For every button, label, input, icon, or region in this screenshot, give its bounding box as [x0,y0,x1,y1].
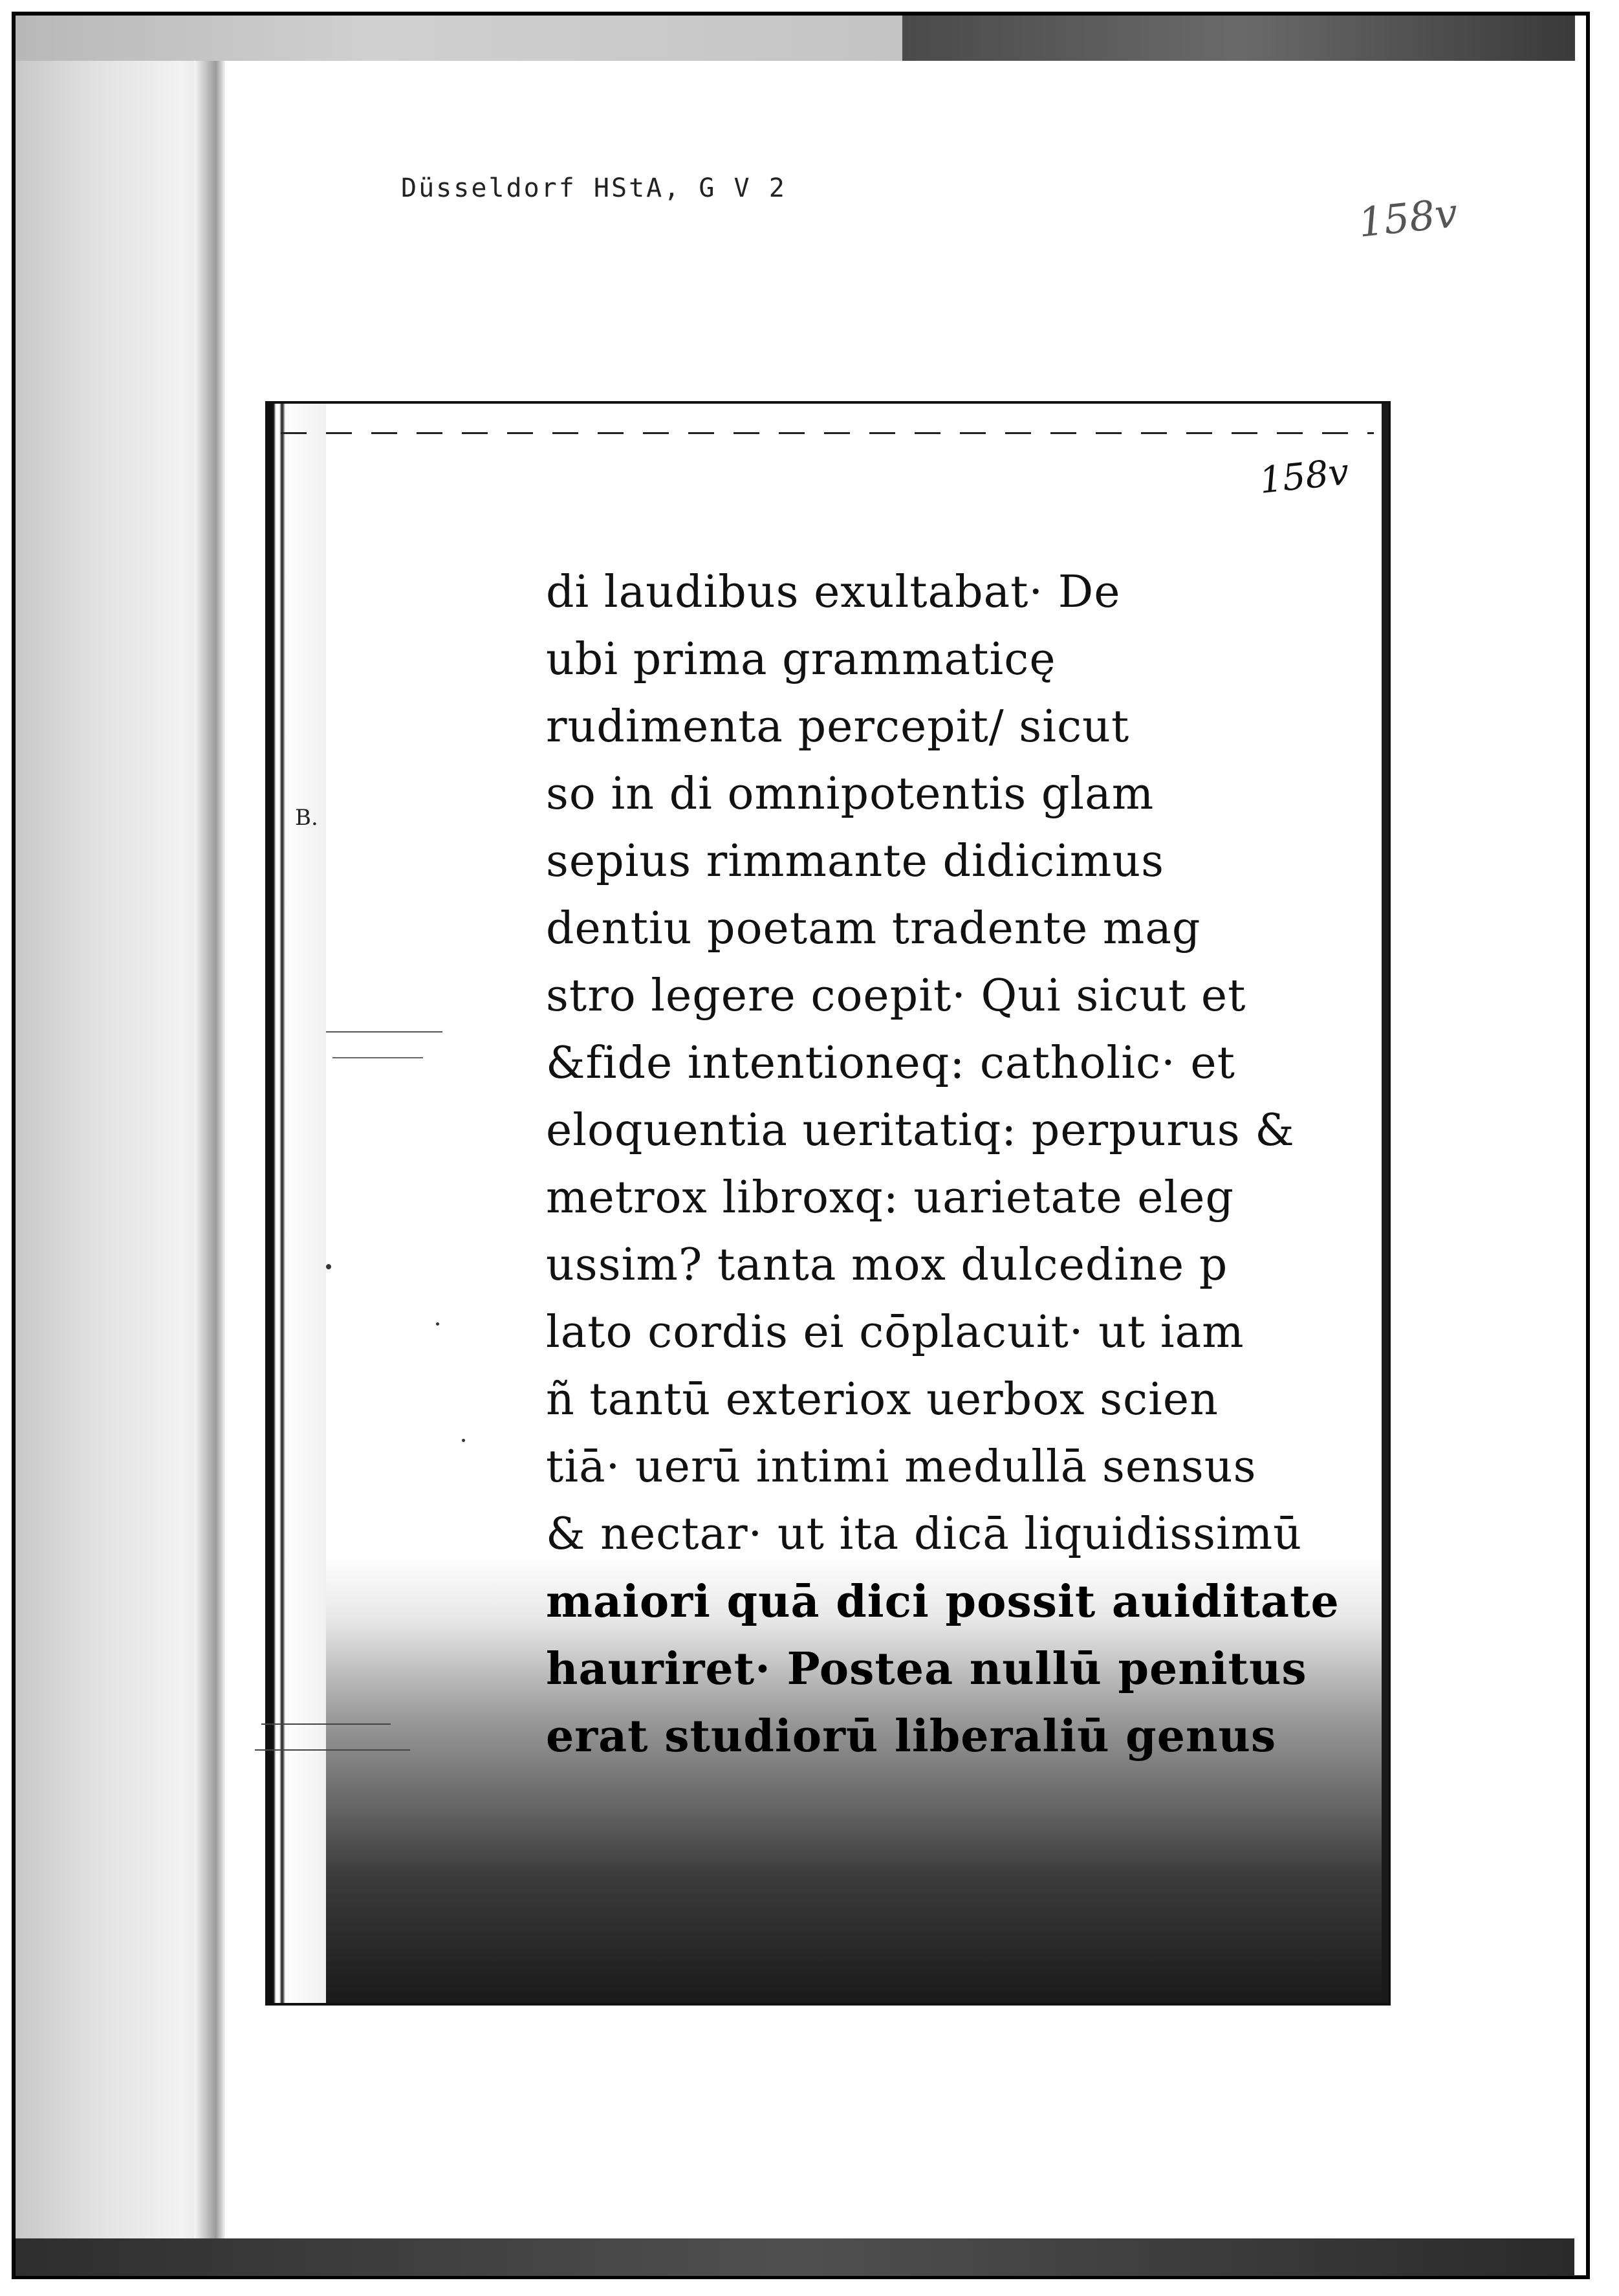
scan-top-shadow-left [16,16,908,61]
manuscript-line: eloquentia ueritatiq: perpurus & [546,1105,1295,1156]
manuscript-line: dentiu poetam tradente mag [546,903,1201,954]
margin-gloss-stroke [332,1057,423,1062]
manuscript-text [546,559,1348,1770]
manuscript-line: ubi prima grammaticę [546,634,1056,685]
book-gutter [16,61,223,2238]
pencil-folio-number: 158v [1356,189,1460,246]
manuscript-line: ussim? tanta mox dulcedine p [546,1240,1228,1291]
scan-bottom-shadow [16,2238,1574,2276]
manuscript-line: tiā· uerū intimi medullā sensus [546,1441,1257,1492]
manuscript-line: erat studiorū liberaliū genus [546,1711,1277,1762]
manuscript-folio-number: 158v [1257,450,1352,503]
manuscript-line: &fide intentioneq: catholic· et [546,1038,1235,1089]
manuscript-top-rule [281,432,1374,434]
scan-speck [436,1322,439,1326]
margin-gloss-stroke [326,1031,442,1036]
manuscript-line: hauriret· Postea nullū penitus [546,1643,1307,1695]
scan-speck [326,1264,331,1269]
manuscript-line: di laudibus exultabat· De [546,567,1121,618]
scan-speck [462,1439,465,1442]
manuscript-photo [265,401,1391,2006]
manuscript-line: rudimenta percepit/ sicut [546,701,1130,752]
manuscript-line: so in di omnipotentis glam [546,769,1155,820]
scan-top-shadow-right [902,16,1575,61]
manuscript-line: & nectar· ut ita dicā liquidissimū [546,1509,1303,1560]
margin-gloss-stroke [261,1723,391,1729]
margin-gloss-stroke [255,1749,410,1755]
manuscript-line: stro legere coepit· Qui sicut et [546,970,1246,1022]
manuscript-line: sepius rimmante didicimus [546,836,1165,887]
manuscript-line: maiori quā dici possit auiditate [546,1576,1340,1628]
manuscript-line: metrox libroxq: uarietate eleg [546,1172,1234,1223]
manuscript-line: lato cordis ei cōplacuit· ut iam [546,1307,1244,1358]
manuscript-line: ñ tantū exteriox uerbox scien [546,1374,1219,1425]
gutter-shadow [194,61,225,2238]
manuscript-binding-edge [268,404,326,2003]
margin-mark: B. [295,805,318,831]
manuscript-right-edge [1382,404,1388,2003]
archive-label: Düsseldorf HStA, G V 2 [401,173,787,203]
